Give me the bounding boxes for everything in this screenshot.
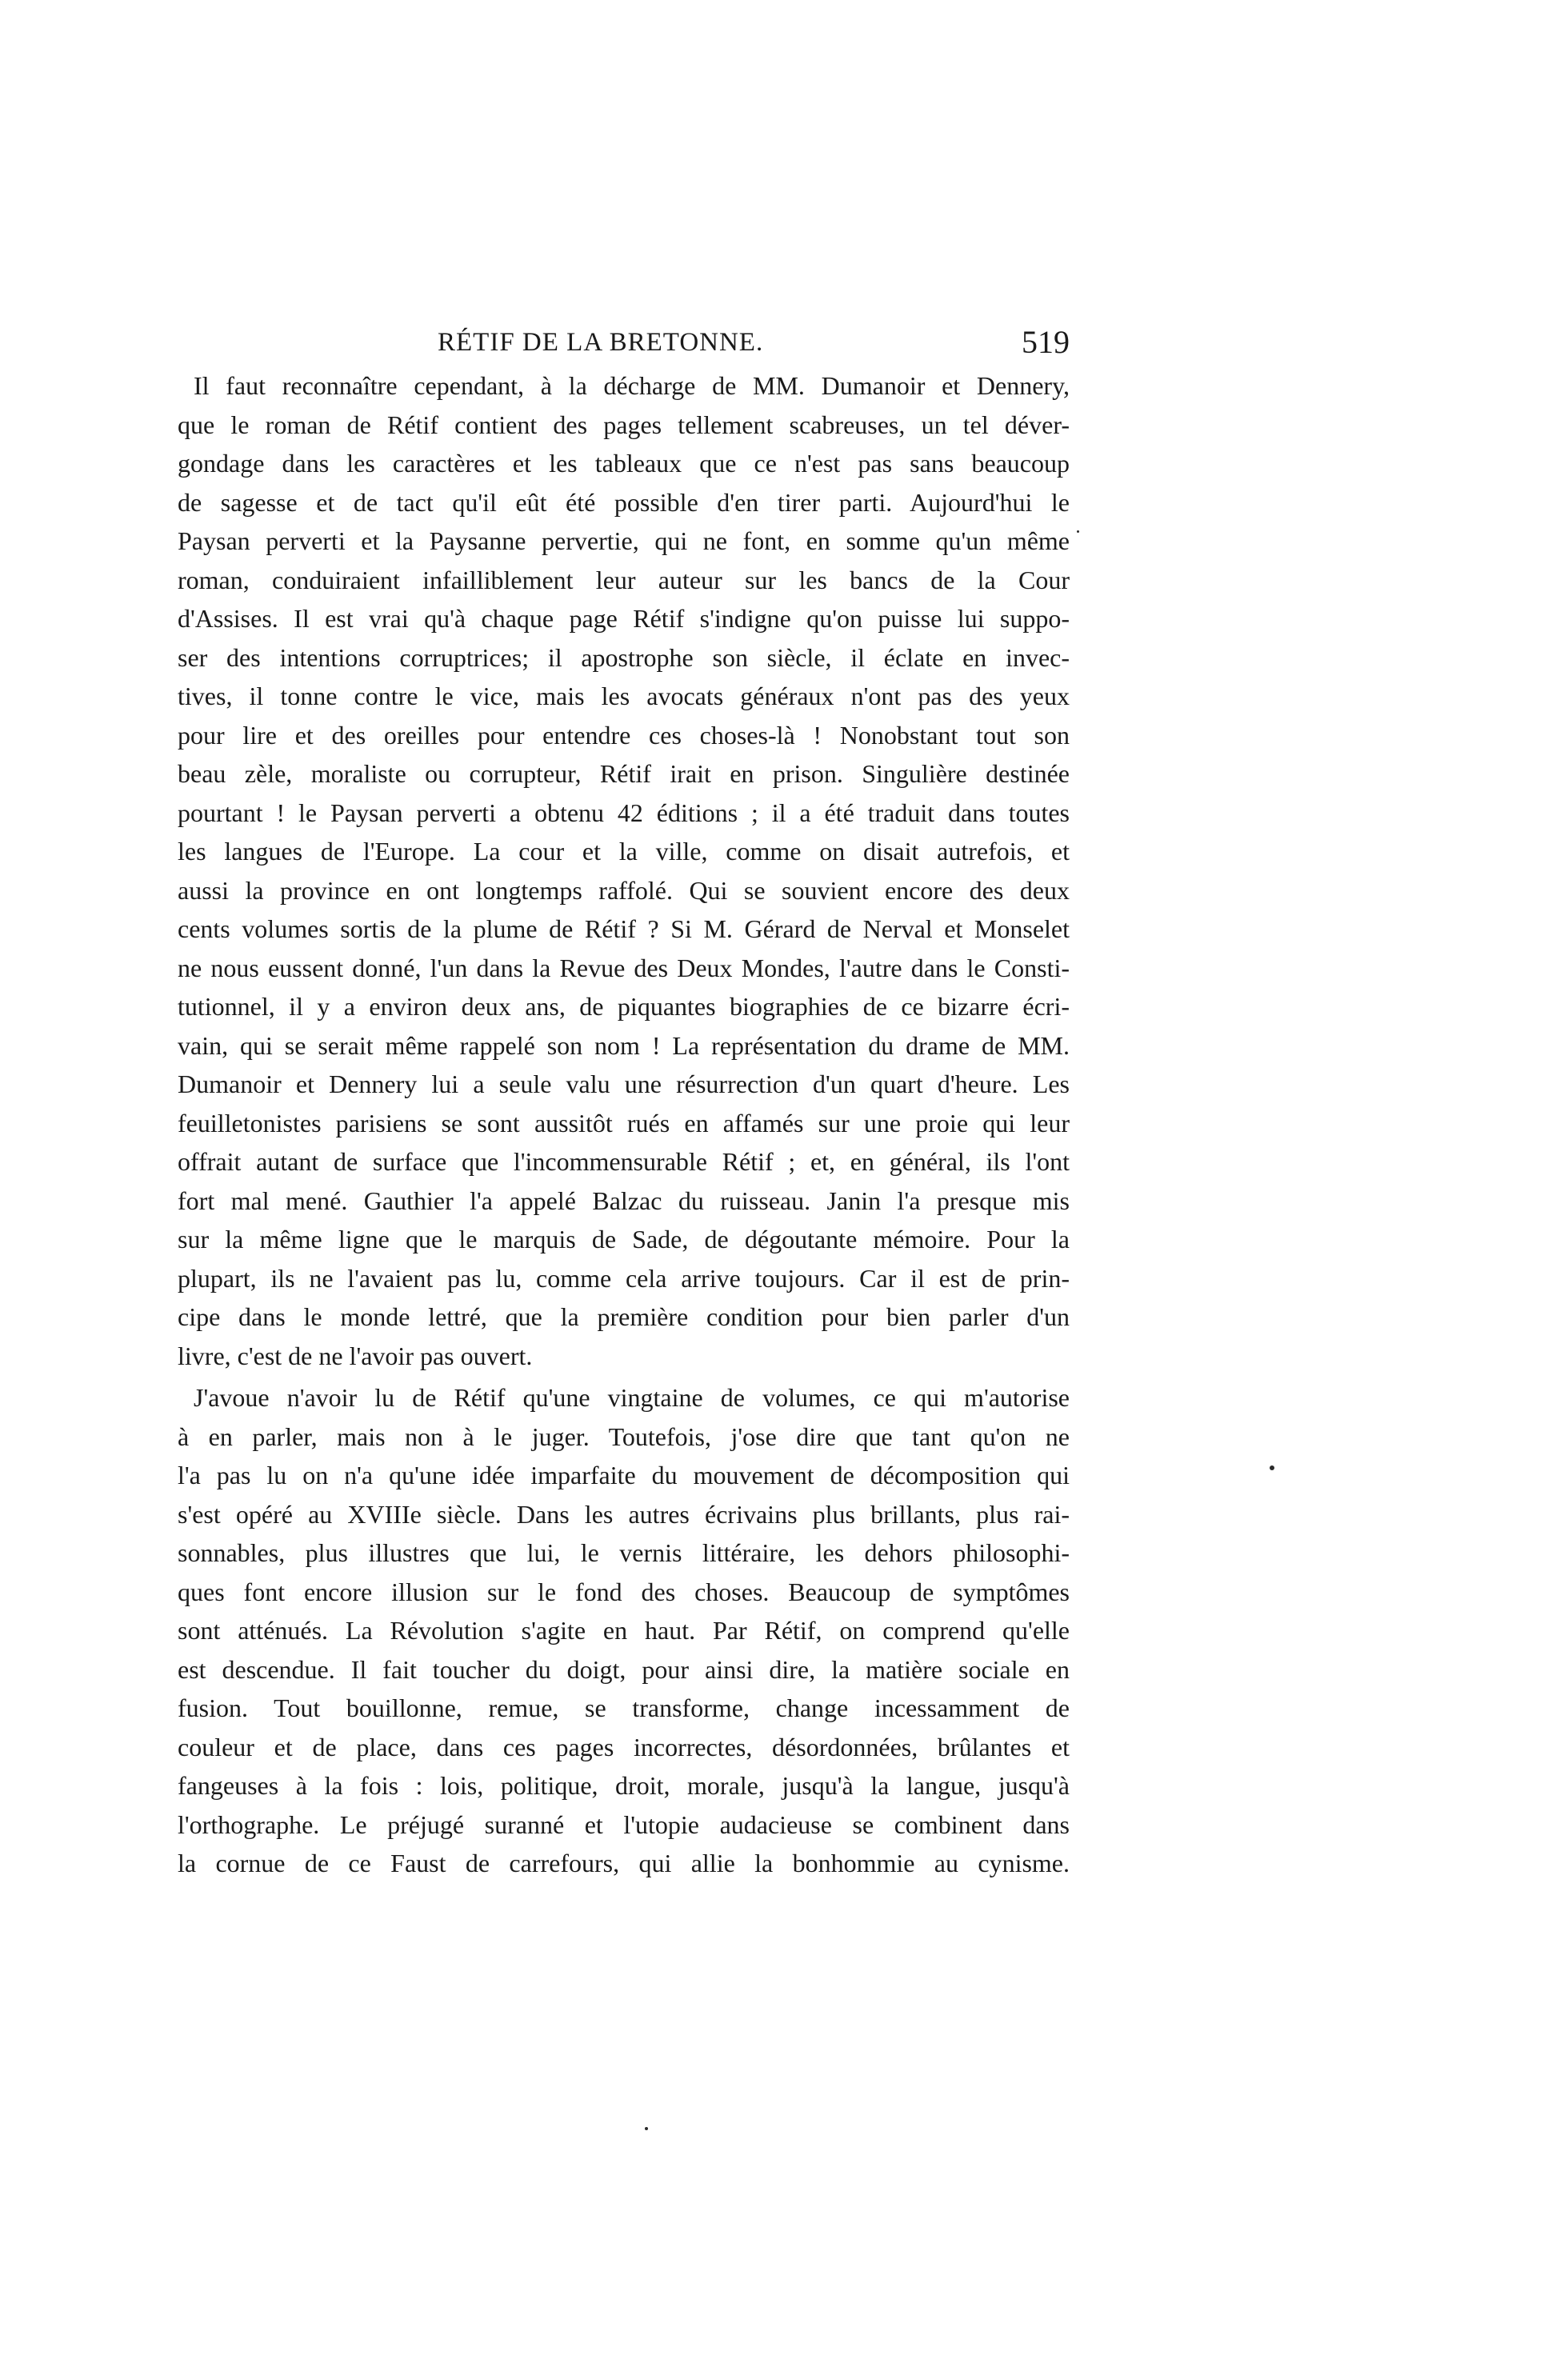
text-line: Paysan perverti et la Paysanne pervertie, qui ne font, en somme qu'un même: [178, 526, 1070, 555]
text-line: pourtant ! le Paysan perverti a obtenu 42 éditions ; il a été traduit dans toutes: [178, 798, 1070, 827]
text-line: sont atténués. La Révolution s'agite en haut. Par Rétif, on comprend qu'elle: [178, 1616, 1070, 1645]
text-line: de sagesse et de tact qu'il eût été possible d'en tirer parti. Aujourd'hui le: [178, 487, 1070, 517]
text-line: l'a pas lu on n'a qu'une idée imparfaite du mouvement de décomposition qui: [178, 1461, 1070, 1489]
text-line: beau zèle, moraliste ou corrupteur, Rétif irait en prison. Singulière destinée: [178, 759, 1070, 788]
text-line: offrait autant de surface que l'incommensurable Rétif ; et, en général, ils l'ont: [178, 1147, 1070, 1176]
ink-speck: [1270, 1465, 1274, 1470]
text-line: fangeuses à la fois : lois, politique, droit, morale, jusqu'à la langue, jusqu'à: [178, 1771, 1070, 1800]
text-line: cipe dans le monde lettré, que la première condition pour bien parler d'un: [178, 1302, 1070, 1331]
paragraph-2: [178, 1378, 1070, 1883]
body-text: [178, 366, 1070, 1883]
text-line: les langues de l'Europe. La cour et la ville, comme on disait autrefois, et: [178, 837, 1070, 866]
text-line: feuilletonistes parisiens se sont aussitôt rués en affamés sur une proie qui leur: [178, 1108, 1070, 1138]
text-line: tives, il tonne contre le vice, mais les avocats généraux n'ont pas des yeux: [178, 682, 1070, 710]
text-line: ques font encore illusion sur le fond des choses. Beaucoup de symptômes: [178, 1577, 1070, 1606]
text-line: cents volumes sortis de la plume de Rétif ? Si M. Gérard de Nerval et Monselet: [178, 914, 1070, 943]
text-line: l'orthographe. Le préjugé suranné et l'utopie audacieuse se combinent dans: [178, 1809, 1070, 1839]
text-line: couleur et de place, dans ces pages incorrectes, désordonnées, brûlantes et: [178, 1732, 1070, 1761]
text-line: fort mal mené. Gauthier l'a appelé Balzac du ruisseau. Janin l'a presque mis: [178, 1186, 1070, 1215]
text-line: fusion. Tout bouillonne, remue, se transforme, change incessamment de: [178, 1693, 1070, 1722]
text-line: plupart, ils ne l'avaient pas lu, comme cela arrive toujours. Car il est de prin-: [178, 1263, 1070, 1293]
text-line: est descendue. Il fait toucher du doigt, pour ainsi dire, la matière sociale en: [178, 1654, 1070, 1684]
running-head: [178, 322, 1070, 363]
text-line: livre, c'est de ne l'avoir pas ouvert.: [178, 1341, 533, 1370]
paragraph-1: [178, 366, 1070, 1375]
text-line: Il faut reconnaître cependant, à la décharge de MM. Dumanoir et Dennery,: [194, 371, 1070, 400]
text-line: ne nous eussent donné, l'un dans la Revue des Deux Mondes, l'autre dans le Consti-: [178, 953, 1070, 982]
running-title: RÉTIF DE LA BRETONNE.: [438, 328, 764, 357]
text-line: d'Assises. Il est vrai qu'à chaque page Rétif s'indigne qu'on puisse lui suppo-: [178, 604, 1070, 633]
text-line: roman, conduiraient infailliblement leur auteur sur les bancs de la Cour: [178, 565, 1070, 594]
text-line: ser des intentions corruptrices; il apostrophe son siècle, il éclate en invec-: [178, 642, 1070, 672]
text-line: à en parler, mais non à le juger. Toutefois, j'ose dire que tant qu'on ne: [178, 1421, 1070, 1451]
ink-speck: [1077, 530, 1079, 533]
ink-speck: [645, 2127, 648, 2130]
text-line: Dumanoir et Dennery lui a seule valu une résurrection d'un quart d'heure. Les: [178, 1070, 1070, 1098]
text-line: la cornue de ce Faust de carrefours, qui allie la bonhommie au cynisme.: [178, 1849, 1070, 1877]
text-line: tutionnel, il y a environ deux ans, de piquantes biographies de ce bizarre écri-: [178, 992, 1070, 1021]
text-line: gondage dans les caractères et les tableaux que ce n'est pas sans beaucoup: [178, 449, 1070, 478]
text-line: sonnables, plus illustres que lui, le vernis littéraire, les dehors philosophi-: [178, 1538, 1070, 1567]
text-line: aussi la province en ont longtemps raffolé. Qui se souvient encore des deux: [178, 875, 1070, 905]
text-line: vain, qui se serait même rappelé son nom ! La représentation du drame de MM.: [178, 1030, 1070, 1060]
text-line: J'avoue n'avoir lu de Rétif qu'une vingtaine de volumes, ce qui m'autorise: [194, 1383, 1070, 1412]
text-line: s'est opéré au XVIIIe siècle. Dans les autres écrivains plus brillants, plus rai-: [178, 1499, 1070, 1529]
text-line: que le roman de Rétif contient des pages tellement scabreuses, un tel déver-: [178, 410, 1070, 439]
text-line: pour lire et des oreilles pour entendre ces choses-là ! Nonobstant tout son: [178, 720, 1070, 750]
page-number: 519: [1022, 324, 1070, 360]
text-line: sur la même ligne que le marquis de Sade, de dégoutante mémoire. Pour la: [178, 1225, 1070, 1253]
